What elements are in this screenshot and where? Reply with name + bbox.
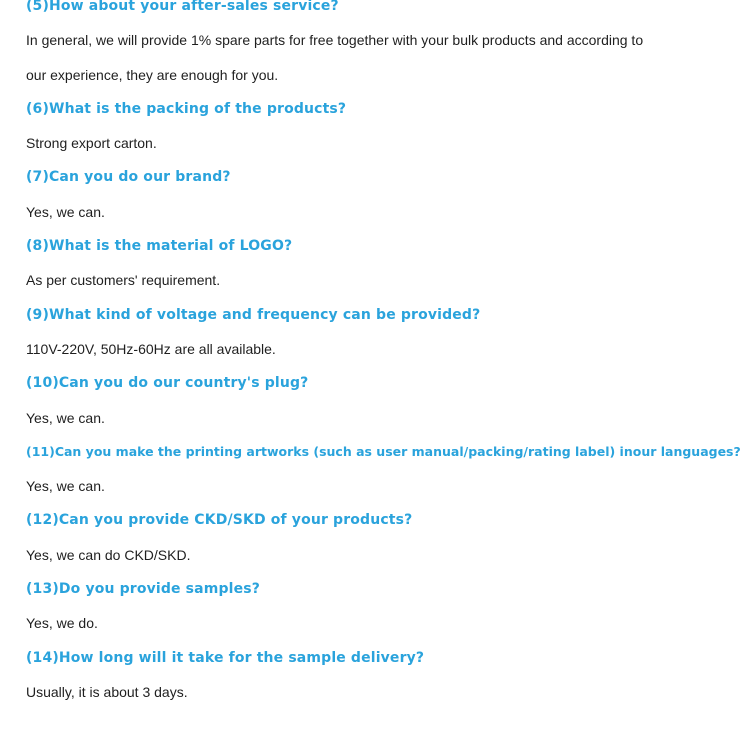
- faq-question-13: (13)Do you provide samples?: [26, 581, 261, 598]
- faq-answer-6: Strong export carton.: [26, 135, 157, 152]
- faq-answer-5-line-1: In general, we will provide 1% spare parts for free together with your bulk products and according to: [26, 32, 644, 49]
- faq-answer-10: Yes, we can.: [26, 409, 105, 426]
- faq-answer-13: Yes, we do.: [26, 615, 98, 632]
- faq-question-12: (12)Can you provide CKD/SKD of your products?: [26, 512, 413, 529]
- faq-answer-11: Yes, we can.: [26, 478, 105, 495]
- faq-question-11: (11)Can you make the printing artworks (such as user manual/packing/rating label) inour languages?: [26, 443, 741, 459]
- faq-question-9: (9)What kind of voltage and frequency can be provided?: [26, 306, 481, 323]
- faq-question-14: (14)How long will it take for the sample delivery?: [26, 649, 425, 666]
- faq-answer-8: As per customers' requirement.: [26, 272, 221, 289]
- faq-question-8: (8)What is the material of LOGO?: [26, 238, 293, 255]
- faq-question-6: (6)What is the packing of the products?: [26, 100, 347, 117]
- faq-question-10: (10)Can you do our country's plug?: [26, 375, 309, 392]
- faq-answer-5-line-2: our experience, they are enough for you.: [26, 66, 279, 83]
- faq-answer-12: Yes, we can do CKD/SKD.: [26, 546, 191, 563]
- faq-answer-9: 110V-220V, 50Hz-60Hz are all available.: [26, 340, 276, 357]
- faq-question-5: (5)How about your after-sales service?: [26, 0, 339, 14]
- faq-answer-7: Yes, we can.: [26, 203, 105, 220]
- faq-answer-14: Usually, it is about 3 days.: [26, 683, 188, 700]
- faq-question-7: (7)Can you do our brand?: [26, 169, 231, 186]
- faq-list: [26, 0, 750, 709]
